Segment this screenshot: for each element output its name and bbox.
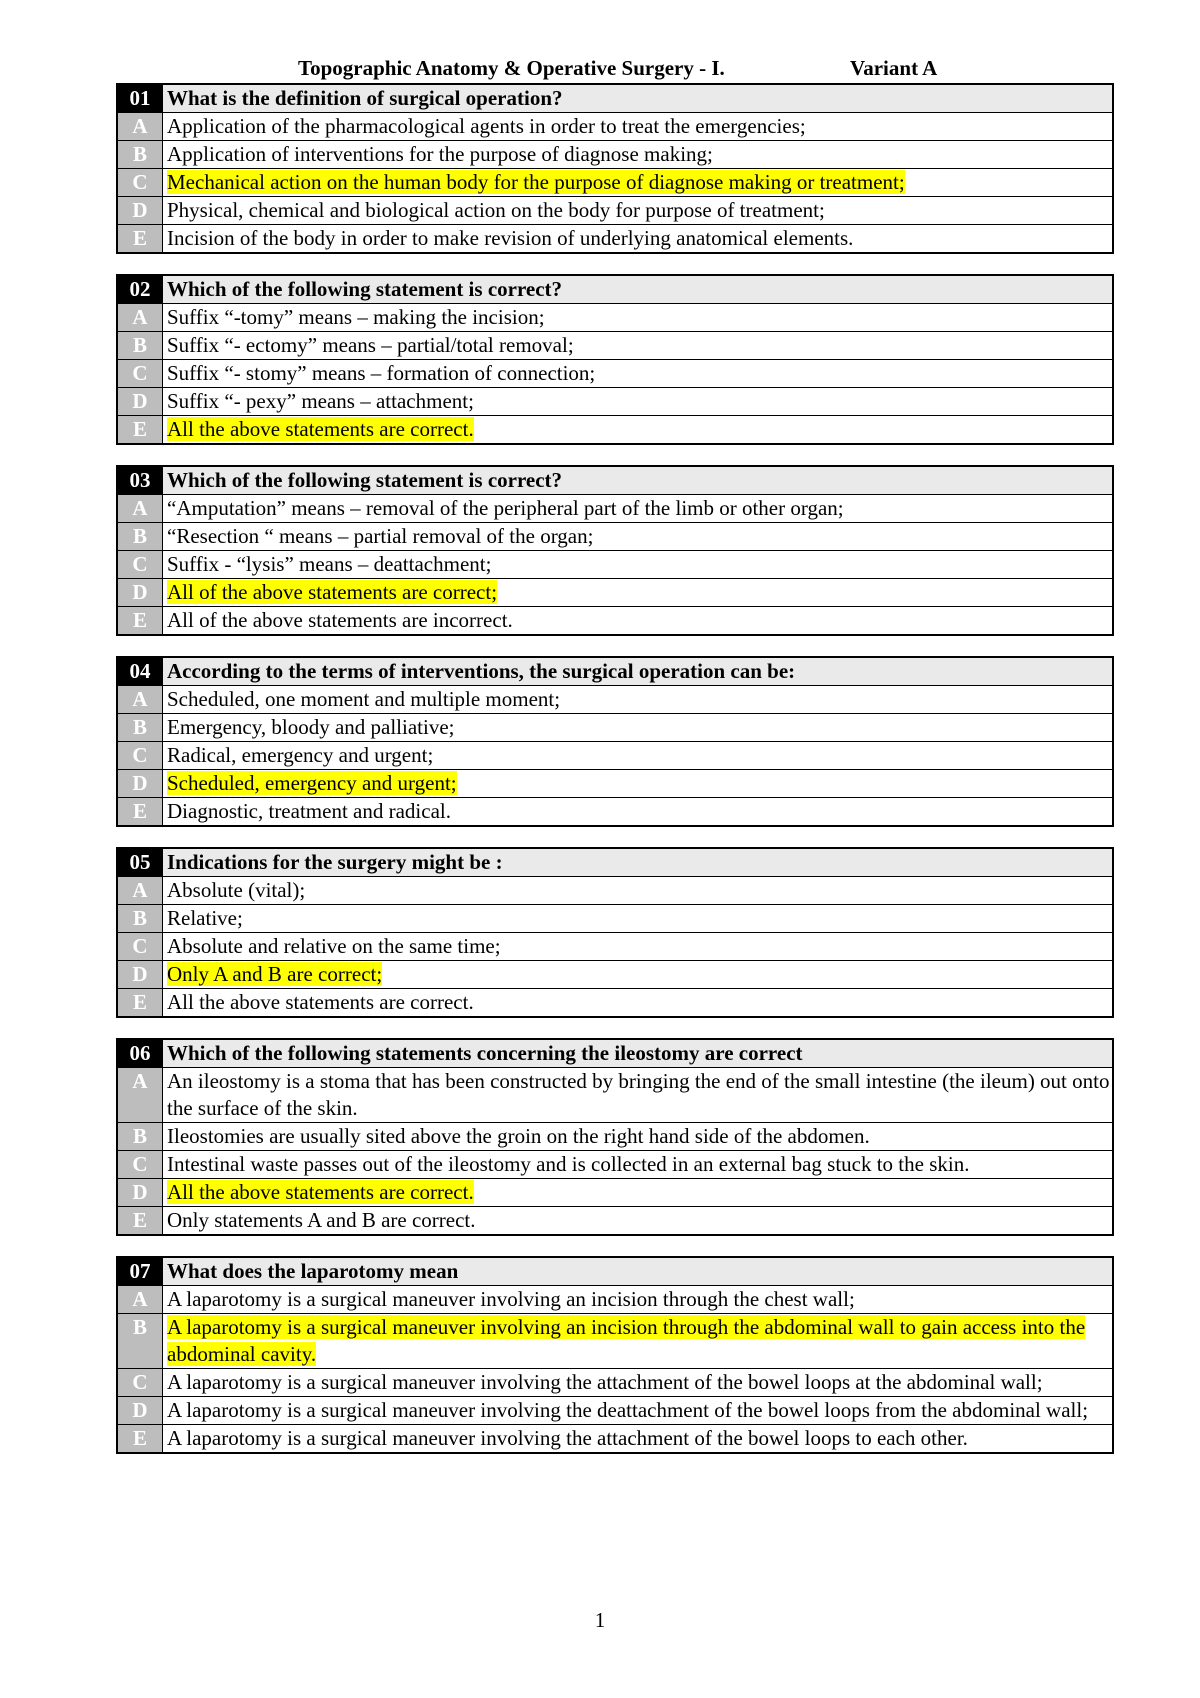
option-cell — [163, 714, 1114, 742]
option-cell — [163, 1068, 1114, 1123]
correct-answer-text: A laparotomy is a surgical maneuver involving an incision through the abdominal wall to gain access into the abdominal cavity. — [167, 1315, 1086, 1366]
option-text: Suffix - “lysis” means – deattachment; — [167, 552, 492, 576]
option-text: A laparotomy is a surgical maneuver involving the attachment of the bowel loops at the abdominal wall; — [167, 1370, 1043, 1394]
option-letter: A — [117, 1068, 163, 1123]
question-header-row — [117, 84, 1113, 113]
answer-option-row — [117, 169, 1113, 197]
option-cell — [163, 197, 1114, 225]
answer-option-row — [117, 388, 1113, 416]
option-letter: D — [117, 388, 163, 416]
option-letter: C — [117, 1369, 163, 1397]
question-number: 01 — [117, 84, 163, 113]
option-cell — [163, 607, 1114, 636]
option-cell — [163, 523, 1114, 551]
option-cell — [163, 1179, 1114, 1207]
answer-option-row — [117, 1286, 1113, 1314]
option-cell — [163, 225, 1114, 254]
question-text: Which of the following statement is correct? — [163, 275, 1114, 304]
option-text: Suffix “-tomy” means – making the incision; — [167, 305, 545, 329]
answer-option-row — [117, 1151, 1113, 1179]
option-letter: E — [117, 416, 163, 445]
correct-answer-text: All the above statements are correct. — [167, 1180, 474, 1204]
answer-option-row — [117, 798, 1113, 827]
question-text: Which of the following statement is correct? — [163, 466, 1114, 495]
option-letter: C — [117, 1151, 163, 1179]
option-letter: B — [117, 332, 163, 360]
option-letter: A — [117, 113, 163, 141]
option-text: “Resection “ means – partial removal of the organ; — [167, 524, 594, 548]
answer-option-row — [117, 1179, 1113, 1207]
option-letter: D — [117, 1397, 163, 1425]
answer-option-row — [117, 1314, 1113, 1369]
answer-option-row — [117, 332, 1113, 360]
option-letter: D — [117, 770, 163, 798]
question-number: 02 — [117, 275, 163, 304]
option-cell — [163, 1314, 1114, 1369]
page-number: 1 — [594, 1608, 606, 1632]
option-cell — [163, 798, 1114, 827]
question-block — [116, 83, 1114, 254]
question-header-row — [117, 1257, 1113, 1286]
option-letter: C — [117, 169, 163, 197]
option-letter: D — [117, 197, 163, 225]
document-title: Topographic Anatomy & Operative Surgery - I. — [298, 56, 725, 80]
answer-option-row — [117, 905, 1113, 933]
option-cell — [163, 304, 1114, 332]
option-cell — [163, 686, 1114, 714]
option-letter: B — [117, 714, 163, 742]
option-cell — [163, 1286, 1114, 1314]
option-letter: E — [117, 798, 163, 827]
option-text: All of the above statements are incorrect. — [167, 608, 513, 632]
answer-option-row — [117, 495, 1113, 523]
question-number: 03 — [117, 466, 163, 495]
option-letter: D — [117, 961, 163, 989]
option-letter: E — [117, 989, 163, 1018]
correct-answer-text: Mechanical action on the human body for the purpose of diagnose making or treatment; — [167, 170, 905, 194]
option-cell — [163, 989, 1114, 1018]
option-text: Physical, chemical and biological action on the body for purpose of treatment; — [167, 198, 825, 222]
answer-option-row — [117, 523, 1113, 551]
answer-option-row — [117, 579, 1113, 607]
option-letter: A — [117, 877, 163, 905]
answer-option-row — [117, 1425, 1113, 1454]
option-text: Absolute (vital); — [167, 878, 306, 902]
option-cell — [163, 1369, 1114, 1397]
question-block — [116, 1038, 1114, 1236]
answer-option-row — [117, 686, 1113, 714]
option-letter: B — [117, 1123, 163, 1151]
answer-option-row — [117, 770, 1113, 798]
option-letter: C — [117, 360, 163, 388]
option-text: A laparotomy is a surgical maneuver involving the attachment of the bowel loops to each other. — [167, 1426, 968, 1450]
answer-option-row — [117, 1369, 1113, 1397]
option-text: Application of the pharmacological agents in order to treat the emergencies; — [167, 114, 806, 138]
page-title — [0, 56, 1200, 84]
option-letter: B — [117, 523, 163, 551]
question-number: 07 — [117, 1257, 163, 1286]
answer-option-row — [117, 197, 1113, 225]
question-text: Which of the following statements concerning the ileostomy are correct — [163, 1039, 1114, 1068]
option-cell — [163, 1207, 1114, 1236]
question-number: 06 — [117, 1039, 163, 1068]
option-text: Diagnostic, treatment and radical. — [167, 799, 451, 823]
option-letter: A — [117, 495, 163, 523]
answer-option-row — [117, 113, 1113, 141]
option-cell — [163, 332, 1114, 360]
option-cell — [163, 360, 1114, 388]
answer-option-row — [117, 877, 1113, 905]
option-cell — [163, 141, 1114, 169]
option-text: Scheduled, one moment and multiple moment; — [167, 687, 561, 711]
answer-option-row — [117, 989, 1113, 1018]
option-letter: D — [117, 579, 163, 607]
answer-option-row — [117, 961, 1113, 989]
answer-option-row — [117, 360, 1113, 388]
question-text: What is the definition of surgical operation? — [163, 84, 1114, 113]
option-text: Application of interventions for the purpose of diagnose making; — [167, 142, 713, 166]
question-header-row — [117, 275, 1113, 304]
answer-option-row — [117, 742, 1113, 770]
option-cell — [163, 416, 1114, 445]
option-letter: A — [117, 686, 163, 714]
option-cell — [163, 770, 1114, 798]
option-cell — [163, 742, 1114, 770]
option-text: Incision of the body in order to make revision of underlying anatomical elements. — [167, 226, 854, 250]
answer-option-row — [117, 141, 1113, 169]
option-letter: E — [117, 1207, 163, 1236]
option-cell — [163, 113, 1114, 141]
option-letter: A — [117, 304, 163, 332]
answer-option-row — [117, 1207, 1113, 1236]
question-block — [116, 656, 1114, 827]
answer-option-row — [117, 1123, 1113, 1151]
question-header-row — [117, 848, 1113, 877]
variant-label: Variant A — [850, 56, 938, 80]
correct-answer-text: All the above statements are correct. — [167, 417, 474, 441]
option-text: Absolute and relative on the same time; — [167, 934, 501, 958]
option-letter: C — [117, 551, 163, 579]
option-text: Ileostomies are usually sited above the groin on the right hand side of the abdomen. — [167, 1124, 870, 1148]
option-text: Suffix “- pexy” means – attachment; — [167, 389, 474, 413]
correct-answer-text: Only A and B are correct; — [167, 962, 383, 986]
answer-option-row — [117, 1397, 1113, 1425]
option-cell — [163, 877, 1114, 905]
option-text: Suffix “- stomy” means – formation of connection; — [167, 361, 596, 385]
question-text: What does the laparotomy mean — [163, 1257, 1114, 1286]
option-text: Relative; — [167, 906, 243, 930]
option-cell — [163, 961, 1114, 989]
option-cell — [163, 495, 1114, 523]
option-letter: E — [117, 225, 163, 254]
option-text: An ileostomy is a stoma that has been constructed by bringing the end of the small intestine (the ileum) out onto the surface of the skin. — [167, 1069, 1110, 1120]
option-cell — [163, 1397, 1114, 1425]
question-text: According to the terms of interventions, the surgical operation can be: — [163, 657, 1114, 686]
option-cell — [163, 1151, 1114, 1179]
question-number: 05 — [117, 848, 163, 877]
question-number: 04 — [117, 657, 163, 686]
question-block — [116, 847, 1114, 1018]
option-text: Intestinal waste passes out of the ileostomy and is collected in an external bag stuck to the skin. — [167, 1152, 970, 1176]
answer-option-row — [117, 1068, 1113, 1123]
answer-option-row — [117, 416, 1113, 445]
option-text: “Amputation” means – removal of the peripheral part of the limb or other organ; — [167, 496, 844, 520]
question-block — [116, 465, 1114, 636]
option-text: A laparotomy is a surgical maneuver involving an incision through the chest wall; — [167, 1287, 855, 1311]
correct-answer-text: All of the above statements are correct; — [167, 580, 498, 604]
answer-option-row — [117, 225, 1113, 254]
option-letter: B — [117, 1314, 163, 1369]
option-text: Emergency, bloody and palliative; — [167, 715, 455, 739]
correct-answer-text: Scheduled, emergency and urgent; — [167, 771, 457, 795]
option-cell — [163, 579, 1114, 607]
option-cell — [163, 388, 1114, 416]
option-cell — [163, 551, 1114, 579]
option-text: Only statements A and B are correct. — [167, 1208, 476, 1232]
option-letter: D — [117, 1179, 163, 1207]
question-block — [116, 274, 1114, 445]
option-cell — [163, 933, 1114, 961]
question-list — [116, 83, 1114, 1474]
option-text: A laparotomy is a surgical maneuver involving the deattachment of the bowel loops from the abdominal wall; — [167, 1398, 1089, 1422]
answer-option-row — [117, 714, 1113, 742]
option-text: Radical, emergency and urgent; — [167, 743, 434, 767]
answer-option-row — [117, 933, 1113, 961]
option-letter: C — [117, 933, 163, 961]
question-text: Indications for the surgery might be : — [163, 848, 1114, 877]
question-header-row — [117, 657, 1113, 686]
question-header-row — [117, 1039, 1113, 1068]
option-letter: B — [117, 141, 163, 169]
option-text: All the above statements are correct. — [167, 990, 474, 1014]
option-cell — [163, 1123, 1114, 1151]
option-text: Suffix “- ectomy” means – partial/total removal; — [167, 333, 574, 357]
answer-option-row — [117, 607, 1113, 636]
option-letter: E — [117, 1425, 163, 1454]
option-letter: A — [117, 1286, 163, 1314]
option-cell — [163, 905, 1114, 933]
answer-option-row — [117, 304, 1113, 332]
answer-option-row — [117, 551, 1113, 579]
option-letter: B — [117, 905, 163, 933]
option-letter: E — [117, 607, 163, 636]
question-header-row — [117, 466, 1113, 495]
option-cell — [163, 1425, 1114, 1454]
option-letter: C — [117, 742, 163, 770]
option-cell — [163, 169, 1114, 197]
question-block — [116, 1256, 1114, 1454]
